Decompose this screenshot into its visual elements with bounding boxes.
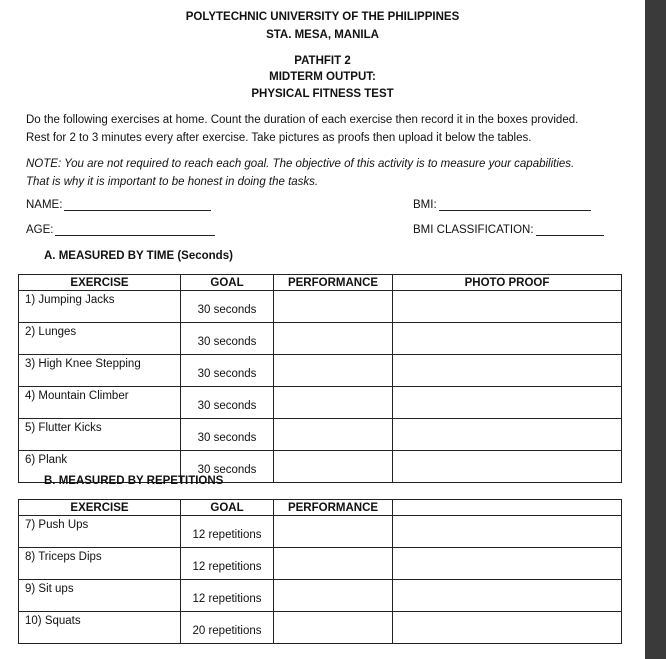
goal-cell: 20 repetitions (181, 612, 274, 644)
table-row (19, 291, 622, 323)
performance-cell[interactable] (274, 516, 393, 548)
time-table (18, 274, 622, 483)
header-performance: PERFORMANCE (274, 500, 393, 516)
table-row (19, 612, 622, 644)
exercise-cell: 4) Mountain Climber (19, 387, 181, 419)
table-header-row (19, 500, 622, 516)
performance-cell[interactable] (274, 291, 393, 323)
exercise-cell: 8) Triceps Dips (19, 548, 181, 580)
course-title: PATHFIT 2 (294, 55, 351, 67)
table-row (19, 419, 622, 451)
header-goal: GOAL (181, 275, 274, 291)
goal-cell: 12 repetitions (181, 548, 274, 580)
performance-cell[interactable] (274, 612, 393, 644)
goal-cell: 30 seconds (181, 291, 274, 323)
name-label: NAME: (26, 199, 63, 211)
instructions (26, 111, 626, 147)
table-row (19, 580, 622, 612)
exercise-cell: 6) Plank (19, 451, 181, 483)
goal-cell: 30 seconds (181, 355, 274, 387)
exercise-cell: 2) Lunges (19, 323, 181, 355)
photo-proof-cell[interactable] (393, 419, 622, 451)
repetitions-table (18, 499, 622, 644)
goal-cell: 30 seconds (181, 323, 274, 355)
goal-cell: 30 seconds (181, 419, 274, 451)
table-row (19, 323, 622, 355)
bmi-classification-label: BMI CLASSIFICATION: (413, 224, 534, 236)
exercise-cell: 3) High Knee Stepping (19, 355, 181, 387)
bmi-field[interactable] (413, 199, 591, 211)
photo-proof-cell[interactable] (393, 323, 622, 355)
name-blank[interactable] (64, 200, 211, 211)
header-goal: GOAL (181, 500, 274, 516)
photo-proof-cell[interactable] (393, 451, 622, 483)
photo-proof-cell[interactable] (393, 291, 622, 323)
exercise-cell: 5) Flutter Kicks (19, 419, 181, 451)
blank-cell[interactable] (393, 516, 622, 548)
test-title: PHYSICAL FITNESS TEST (251, 88, 394, 100)
photo-proof-cell[interactable] (393, 387, 622, 419)
bmi-classification-blank[interactable] (536, 225, 604, 236)
age-blank[interactable] (55, 225, 215, 236)
exercise-cell: 7) Push Ups (19, 516, 181, 548)
age-label: AGE: (26, 224, 54, 236)
section-a-title: A. MEASURED BY TIME (Seconds) (44, 250, 233, 262)
bmi-classification-field[interactable] (413, 224, 604, 236)
photo-proof-cell[interactable] (393, 355, 622, 387)
table-row (19, 387, 622, 419)
bmi-label: BMI: (413, 199, 437, 211)
goal-cell: 30 seconds (181, 451, 274, 483)
performance-cell[interactable] (274, 419, 393, 451)
campus-title: STA. MESA, MANILA (266, 29, 379, 41)
performance-cell[interactable] (274, 548, 393, 580)
table-row (19, 516, 622, 548)
exercise-cell: 10) Squats (19, 612, 181, 644)
goal-cell: 12 repetitions (181, 580, 274, 612)
name-field[interactable] (26, 199, 211, 211)
exercise-cell: 1) Jumping Jacks (19, 291, 181, 323)
section-b-title: B. MEASURED BY REPETITIONS (44, 475, 224, 487)
performance-cell[interactable] (274, 451, 393, 483)
goal-cell: 30 seconds (181, 387, 274, 419)
table-row (19, 548, 622, 580)
table-row (19, 355, 622, 387)
instruction-line-1: Do the following exercises at home. Count the duration of each exercise then record it in the boxes provided. (26, 114, 579, 126)
bmi-blank[interactable] (439, 200, 591, 211)
header-blank (393, 500, 622, 516)
goal-cell: 12 repetitions (181, 516, 274, 548)
age-field[interactable] (26, 224, 215, 236)
note (26, 155, 626, 191)
note-line-2: That is why it is important to be honest in doing the tasks. (26, 176, 319, 188)
performance-cell[interactable] (274, 580, 393, 612)
performance-cell[interactable] (274, 323, 393, 355)
blank-cell[interactable] (393, 580, 622, 612)
header-photo-proof: PHOTO PROOF (393, 275, 622, 291)
exercise-cell: 9) Sit ups (19, 580, 181, 612)
instruction-line-2: Rest for 2 to 3 minutes every after exercise. Take pictures as proofs then upload it below the tables. (26, 132, 532, 144)
table-header-row (19, 275, 622, 291)
output-title: MIDTERM OUTPUT: (269, 71, 376, 83)
university-title: POLYTECHNIC UNIVERSITY OF THE PHILIPPINES (185, 11, 460, 23)
blank-cell[interactable] (393, 612, 622, 644)
blank-cell[interactable] (393, 548, 622, 580)
performance-cell[interactable] (274, 355, 393, 387)
note-line-1: NOTE: You are not required to reach each goal. The objective of this activity is to measure your capabilities. (26, 158, 575, 170)
header-exercise: EXERCISE (19, 500, 181, 516)
header-performance: PERFORMANCE (274, 275, 393, 291)
scrollbar[interactable] (645, 0, 666, 659)
header-exercise: EXERCISE (19, 275, 181, 291)
performance-cell[interactable] (274, 387, 393, 419)
